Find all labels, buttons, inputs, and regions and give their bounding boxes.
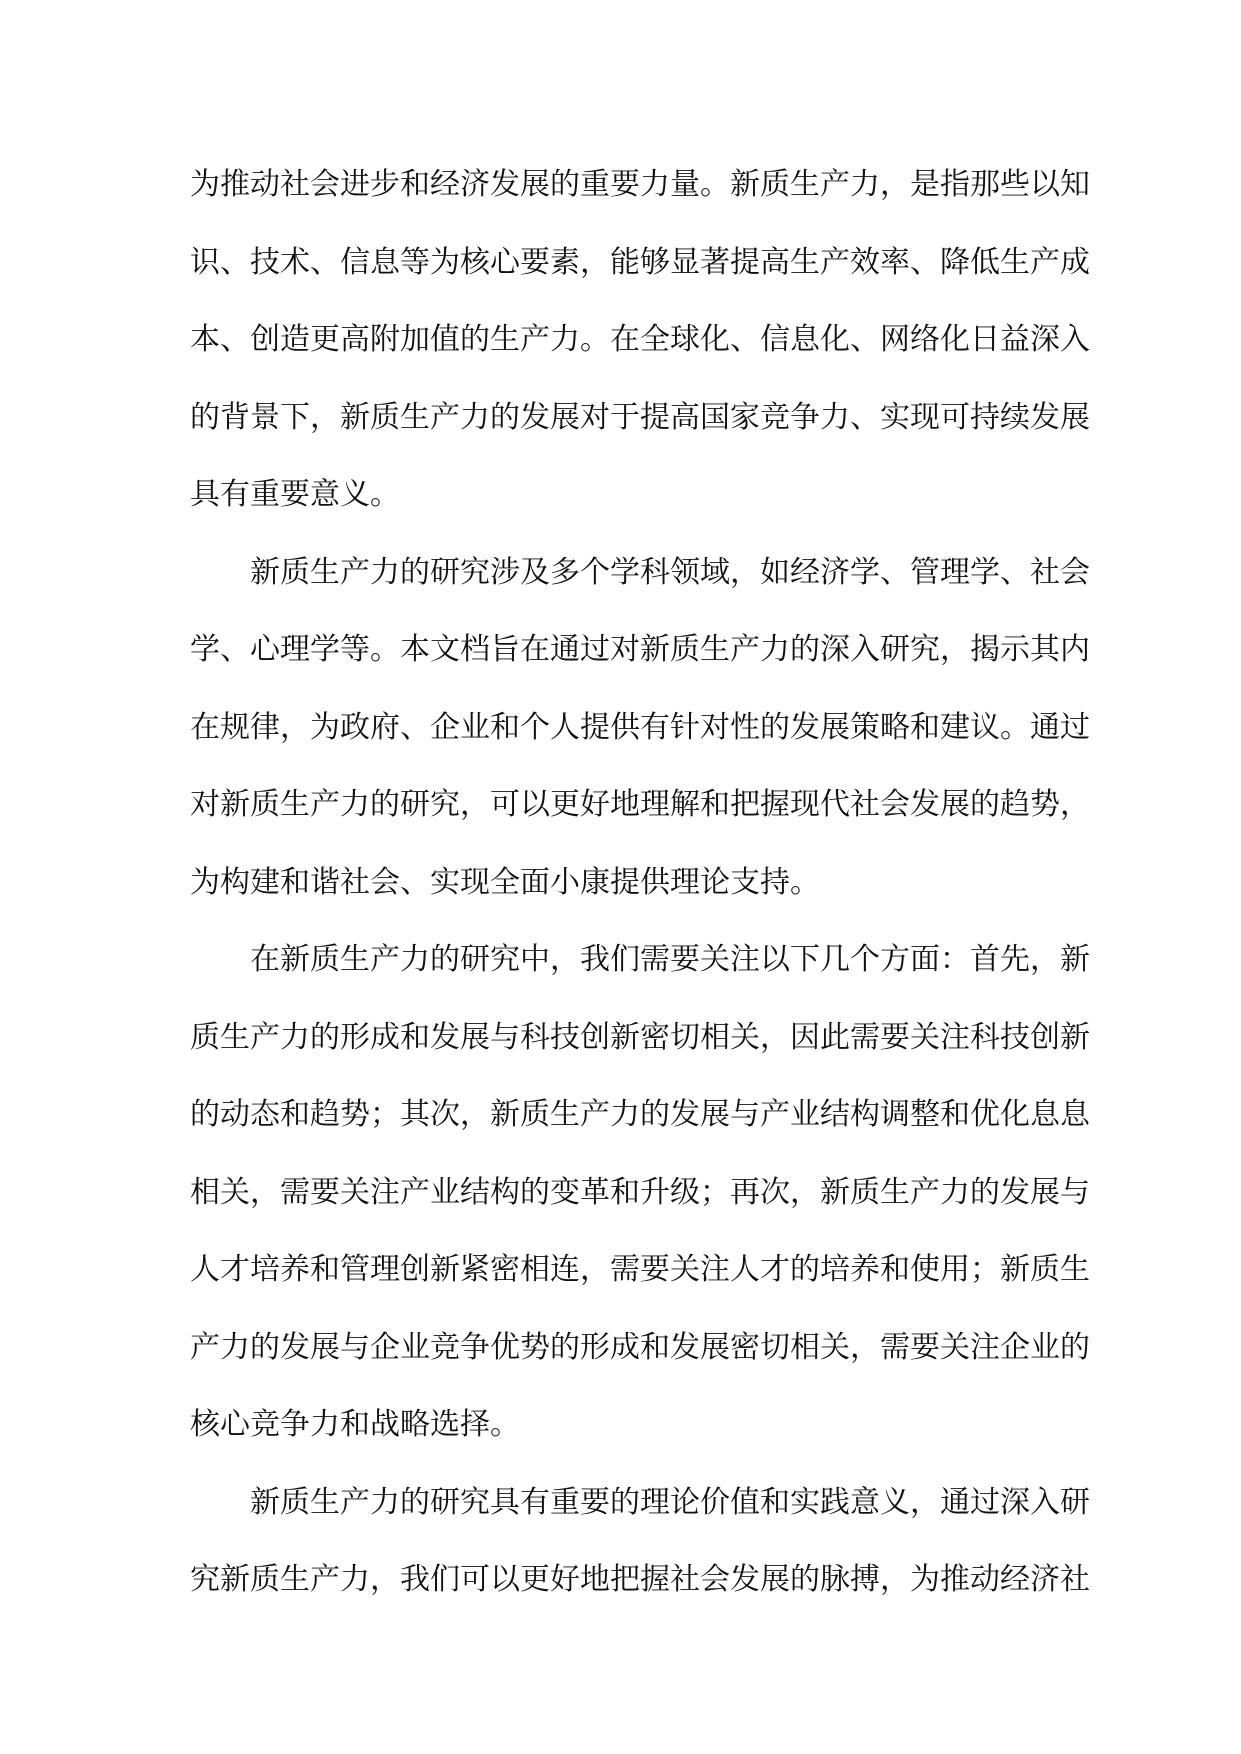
paragraph-2	[190, 531, 1090, 919]
paragraph-line: 的动态和趋势；其次，新质生产力的发展与产业结构调整和优化息息	[190, 1089, 1090, 1133]
paragraph-line: 对新质生产力的研究，可以更好地理解和把握现代社会发展的趋势，	[190, 779, 1090, 823]
paragraph-3	[190, 918, 1090, 1461]
paragraph-line: 核心竞争力和战略选择。	[190, 1399, 520, 1443]
paragraph-line: 究新质生产力，我们可以更好地把握社会发展的脉搏，为推动经济社	[190, 1554, 1090, 1598]
paragraph-line: 的背景下，新质生产力的发展对于提高国家竞争力、实现可持续发展	[190, 391, 1090, 436]
paragraph-line: 为构建和谐社会、实现全面小康提供理论支持。	[190, 856, 820, 901]
paragraph-4	[190, 1461, 1090, 1616]
paragraph-line: 质生产力的形成和发展与科技创新密切相关，因此需要关注科技创新	[190, 1011, 1090, 1056]
paragraph-line: 新质生产力的研究具有重要的理论价值和实践意义，通过深入研	[190, 1476, 1090, 1521]
paragraph-line: 为推动社会进步和经济发展的重要力量。新质生产力，是指那些以知	[190, 159, 1090, 203]
paragraph-line: 新质生产力的研究涉及多个学科领域，如经济学、管理学、社会	[190, 546, 1090, 591]
paragraph-line: 识、技术、信息等为核心要素，能够显著提高生产效率、降低生产成	[190, 236, 1090, 281]
paragraph-1	[190, 143, 1090, 531]
paragraph-line: 学、心理学等。本文档旨在通过对新质生产力的深入研究，揭示其内	[190, 624, 1090, 668]
paragraph-line: 在新质生产力的研究中，我们需要关注以下几个方面：首先，新	[190, 934, 1090, 978]
paragraph-line: 产力的发展与企业竞争优势的形成和发展密切相关，需要关注企业的	[190, 1321, 1090, 1366]
paragraph-line: 在规律，为政府、企业和个人提供有针对性的发展策略和建议。通过	[190, 701, 1090, 746]
paragraph-line: 具有重要意义。	[190, 469, 400, 513]
paragraph-line: 本、创造更高附加值的生产力。在全球化、信息化、网络化日益深入	[190, 314, 1090, 358]
paragraph-line: 相关，需要关注产业结构的变革和升级；再次，新质生产力的发展与	[190, 1166, 1090, 1211]
paragraph-line: 人才培养和管理创新紧密相连，需要关注人才的培养和使用；新质生	[190, 1244, 1090, 1288]
document-body	[190, 143, 1090, 1616]
